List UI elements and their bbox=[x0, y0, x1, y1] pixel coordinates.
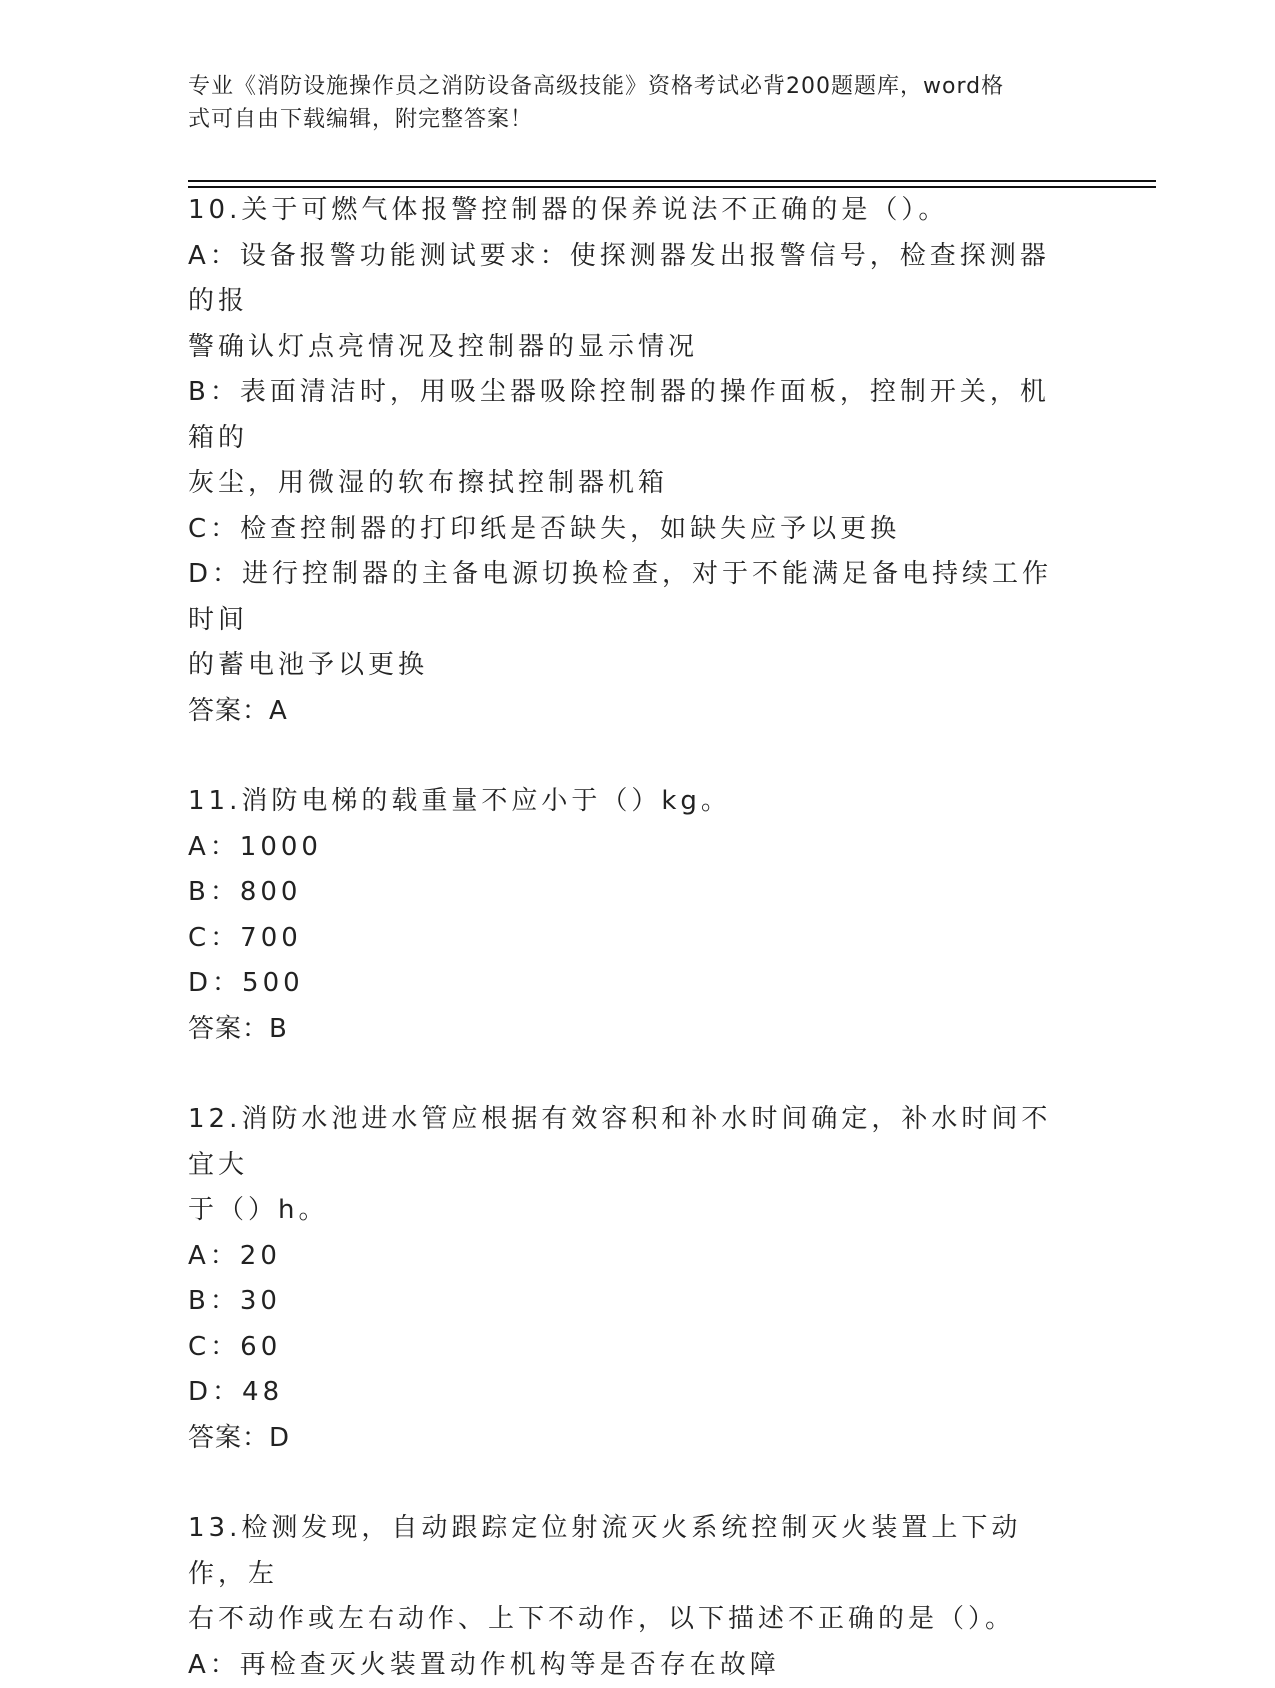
option-b: B：表面清洁时，用吸尘器吸除控制器的操作面板，控制开关，机箱的 bbox=[188, 370, 1078, 461]
option-d-cont: 的蓄电池予以更换 bbox=[188, 643, 1078, 689]
question-stem-cont: 于（）h。 bbox=[188, 1188, 1078, 1234]
option-c: C：60 bbox=[188, 1325, 1078, 1371]
question-stem: 12.消防水池进水管应根据有效容积和补水时间确定，补水时间不宜大 bbox=[188, 1097, 1078, 1188]
question-stem: 10.关于可燃气体报警控制器的保养说法不正确的是（）。 bbox=[188, 188, 1078, 234]
question-12 bbox=[188, 1097, 1078, 1461]
answer: 答案：A bbox=[188, 689, 1078, 735]
option-d: D：500 bbox=[188, 961, 1078, 1007]
question-11 bbox=[188, 779, 1078, 1052]
header-divider-top bbox=[188, 180, 1156, 182]
question-stem: 11.消防电梯的载重量不应小于（）kg。 bbox=[188, 779, 1078, 825]
question-10 bbox=[188, 188, 1078, 734]
document-header bbox=[188, 70, 1068, 136]
option-d: D：进行控制器的主备电源切换检查，对于不能满足备电持续工作时间 bbox=[188, 552, 1078, 643]
answer: 答案：B bbox=[188, 1007, 1078, 1053]
option-c: C：700 bbox=[188, 916, 1078, 962]
header-line-1: 专业《消防设施操作员之消防设备高级技能》资格考试必背200题题库，word格 bbox=[188, 70, 1068, 103]
question-stem-cont: 右不动作或左右动作、上下不动作，以下描述不正确的是（）。 bbox=[188, 1597, 1078, 1643]
option-a: A：设备报警功能测试要求：使探测器发出报警信号，检查探测器的报 bbox=[188, 234, 1078, 325]
spacer bbox=[188, 1052, 1078, 1097]
question-list bbox=[188, 188, 1078, 1688]
option-a: A：1000 bbox=[188, 825, 1078, 871]
answer: 答案：D bbox=[188, 1416, 1078, 1462]
header-line-2: 式可自由下载编辑，附完整答案！ bbox=[188, 103, 1068, 136]
option-b: B：800 bbox=[188, 870, 1078, 916]
spacer bbox=[188, 1461, 1078, 1506]
option-a: A：再检查灭火装置动作机构等是否存在故障 bbox=[188, 1643, 1078, 1688]
option-b-cont: 灰尘，用微湿的软布擦拭控制器机箱 bbox=[188, 461, 1078, 507]
option-b: B：30 bbox=[188, 1279, 1078, 1325]
spacer bbox=[188, 734, 1078, 779]
question-13 bbox=[188, 1506, 1078, 1688]
option-a: A：20 bbox=[188, 1234, 1078, 1280]
question-stem: 13.检测发现，自动跟踪定位射流灭火系统控制灭火装置上下动作，左 bbox=[188, 1506, 1078, 1597]
option-c: C：检查控制器的打印纸是否缺失，如缺失应予以更换 bbox=[188, 507, 1078, 553]
option-a-cont: 警确认灯点亮情况及控制器的显示情况 bbox=[188, 325, 1078, 371]
option-d: D：48 bbox=[188, 1370, 1078, 1416]
